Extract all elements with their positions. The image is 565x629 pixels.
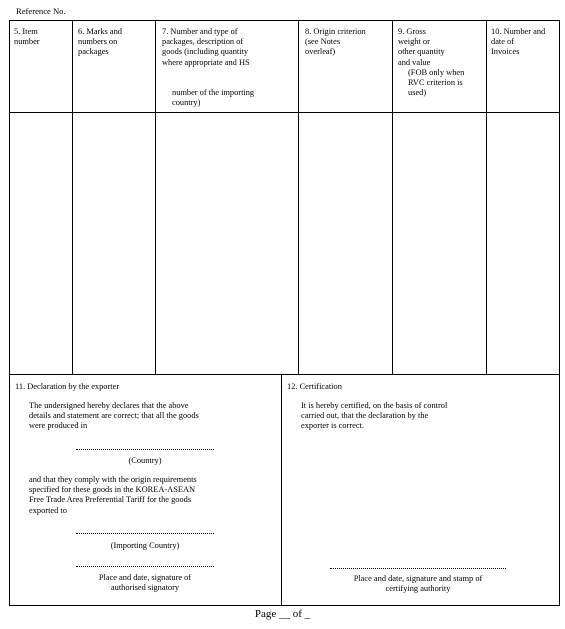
column-header-item: 5. Item number	[14, 27, 40, 47]
column-divider	[486, 20, 487, 374]
certification-paragraph: It is hereby certified, on the basis of control carried out, that the declaration by the exporter is correct.	[301, 401, 448, 431]
declaration-paragraph-1: The undersigned hereby declares that the above details and statement are correct; that all the goods were produced in	[29, 401, 199, 431]
exporter-signature-line	[76, 566, 214, 567]
page-number: Page __ of _	[254, 608, 311, 620]
box-divider	[281, 374, 282, 606]
exporter-signature-label: Place and date, signature of authorised signatory	[98, 573, 192, 593]
column-header-invoices: 10. Number and date of Invoices	[491, 27, 546, 57]
column-divider	[298, 20, 299, 374]
authority-signature-line	[330, 568, 506, 569]
certificate-table	[9, 20, 560, 606]
authority-signature-label: Place and date, signature and stamp of certifying authority	[353, 574, 483, 594]
column-header-packages: 7. Number and type of packages, description of goods (including quantity where appropriate and HS	[162, 27, 250, 67]
column-header-packages-cont: number of the importing country)	[172, 88, 255, 108]
importing-country-line	[76, 533, 214, 534]
column-header-gross: 9. Gross weight or other quantity and value	[398, 27, 445, 67]
declaration-paragraph-2: and that they comply with the origin requirements specified for these goods in the KOREA-ASEAN Free Trade Area Preferential Tariff for the goods exported to	[29, 475, 197, 515]
column-divider	[155, 20, 156, 374]
section-divider	[9, 374, 560, 375]
declaration-title: 11. Declaration by the exporter	[15, 382, 120, 391]
column-divider	[72, 20, 73, 374]
column-header-marks: 6. Marks and numbers on packages	[78, 27, 122, 57]
certification-title: 12. Certification	[287, 382, 342, 391]
reference-label: Reference No.	[16, 6, 66, 16]
column-divider	[392, 20, 393, 374]
column-header-origin: 8. Origin criterion (see Notes overleaf)	[305, 27, 366, 57]
header-divider	[9, 112, 560, 113]
country-label: (Country)	[128, 456, 162, 465]
importing-country-label: (Importing Country)	[110, 541, 180, 550]
column-header-gross-note: (FOB only when RVC criterion is used)	[408, 68, 465, 98]
country-line	[76, 449, 214, 450]
